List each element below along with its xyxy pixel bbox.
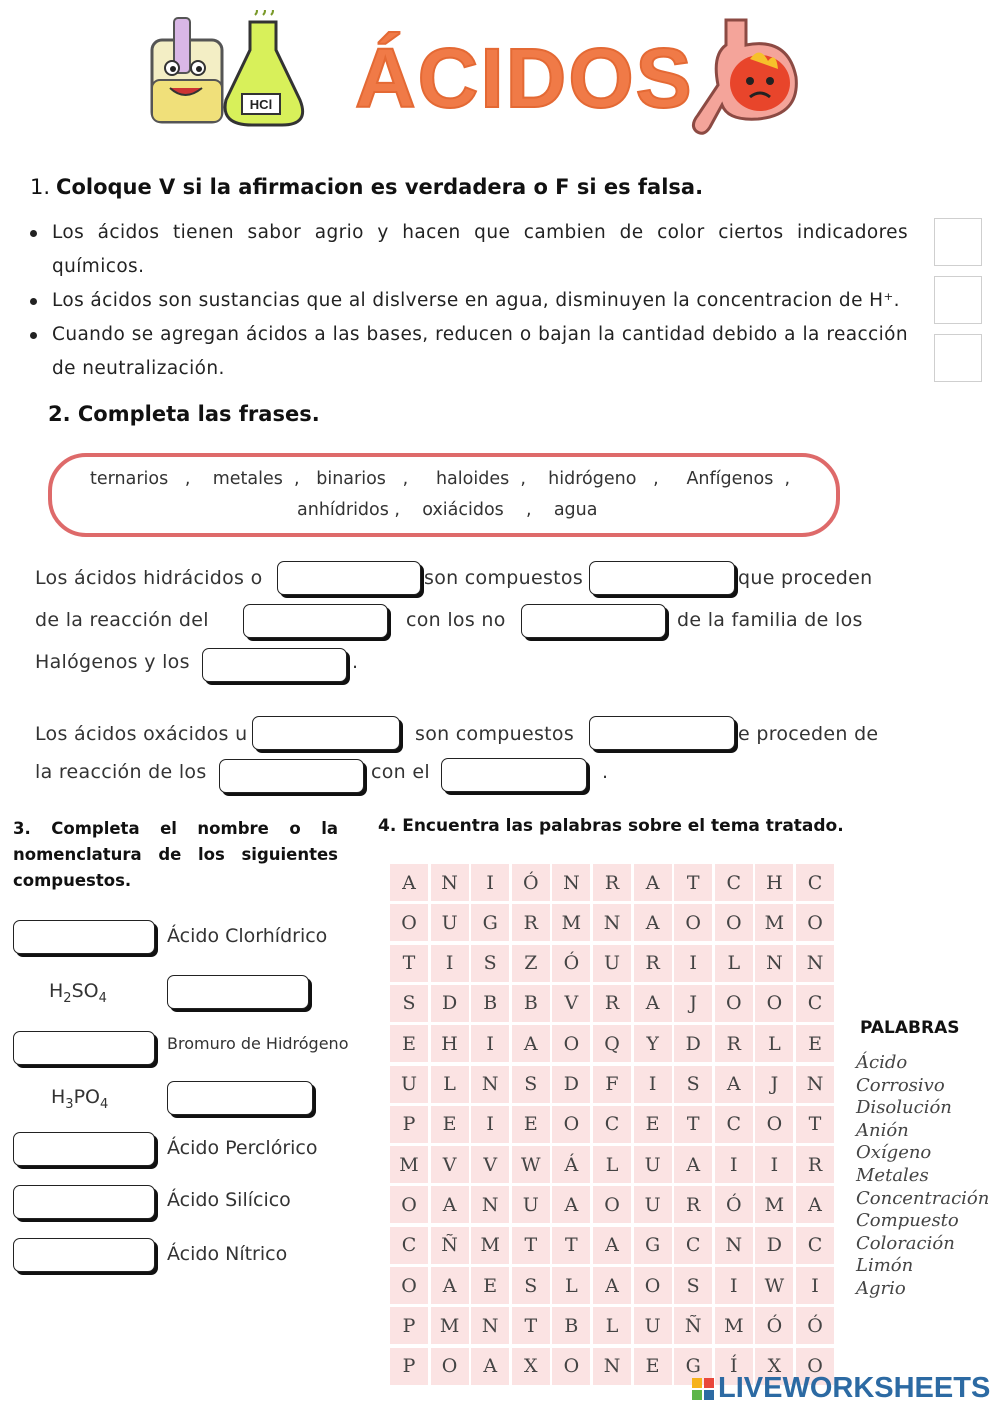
grid-cell[interactable]: E [512,1106,550,1143]
grid-cell[interactable]: Ó [715,1186,753,1223]
grid-cell[interactable]: Á [552,1146,590,1183]
grid-cell[interactable]: A [593,1227,631,1264]
grid-cell[interactable]: R [796,1146,834,1183]
word-list-title: PALABRAS [860,1018,960,1038]
s3-blank-7[interactable] [13,1238,155,1272]
grid-cell[interactable]: D [431,985,469,1022]
grid-cell[interactable]: S [471,945,509,982]
compound-name-6: Ácido Silícico [167,1189,291,1211]
grid-cell[interactable]: O [390,904,428,941]
grid-cell[interactable]: H [431,1025,469,1062]
grid-cell[interactable]: B [471,985,509,1022]
grid-cell[interactable]: N [796,1066,834,1103]
grid-cell[interactable]: T [796,1106,834,1143]
word-item: Disolución [856,1097,952,1119]
grid-cell[interactable]: G [634,1227,672,1264]
grid-cell[interactable]: J [674,985,712,1022]
grid-cell[interactable]: I [674,945,712,982]
statement-2: Los ácidos son sustancias que al dislverse en agua, disminuyen la concentracion de H⁺. [28,284,908,318]
s3-blank-1[interactable] [13,920,155,954]
grid-cell[interactable]: T [552,1227,590,1264]
section1-heading [30,175,703,199]
p2-text-3: e proceden de [738,723,879,745]
grid-cell[interactable]: B [512,985,550,1022]
grid-cell[interactable]: E [634,1348,672,1385]
word-item: Coloración [856,1232,955,1254]
grid-cell[interactable]: U [512,1186,550,1223]
liveworksheets-logo [692,1372,990,1405]
section1-title: Coloque V si la afirmacion es verdadera o F si es falsa. [56,175,704,199]
grid-cell[interactable]: C [715,1106,753,1143]
grid-cell[interactable]: I [796,1267,834,1304]
grid-cell[interactable]: P [390,1106,428,1143]
grid-cell[interactable]: O [431,1348,469,1385]
p2-blank-2[interactable] [589,716,735,750]
grid-cell[interactable]: E [471,1267,509,1304]
grid-cell[interactable]: V [552,985,590,1022]
grid-cell[interactable]: R [674,1186,712,1223]
grid-cell[interactable]: I [431,945,469,982]
liveworksheets-mark-icon [692,1378,714,1400]
word-item: Corrosivo [856,1074,945,1096]
statement-3: Cuando se agregan ácidos a las bases, reducen o bajan la cantidad debido a la reacción de neutralización. [28,318,908,386]
grid-cell[interactable]: N [431,864,469,901]
grid-cell[interactable]: C [796,985,834,1022]
p2-text-2: son compuestos [415,723,575,745]
grid-cell[interactable]: A [593,1267,631,1304]
grid-cell[interactable]: M [552,904,590,941]
grid-cell[interactable]: F [593,1066,631,1103]
grid-cell[interactable]: P [390,1348,428,1385]
p1-text-5: con los no [406,609,506,631]
grid-cell[interactable]: O [593,1186,631,1223]
grid-cell[interactable]: I [471,864,509,901]
word-item: Compuesto [856,1210,959,1232]
grid-cell[interactable]: U [634,1146,672,1183]
grid-cell[interactable]: X [755,1348,793,1385]
grid-cell[interactable]: R [512,904,550,941]
grid-cell[interactable]: I [634,1066,672,1103]
grid-cell[interactable]: S [390,985,428,1022]
grid-cell[interactable]: W [512,1146,550,1183]
grid-cell[interactable]: U [634,1307,672,1344]
grid-cell[interactable]: M [715,1307,753,1344]
grid-cell[interactable]: C [593,1106,631,1143]
grid-cell[interactable]: O [552,1348,590,1385]
grid-cell[interactable]: E [390,1025,428,1062]
grid-cell[interactable]: C [796,864,834,901]
grid-cell[interactable]: A [674,1146,712,1183]
grid-cell[interactable]: A [634,985,672,1022]
p1-blank-1[interactable] [277,561,421,595]
grid-cell[interactable]: T [512,1307,550,1344]
grid-cell[interactable]: U [390,1066,428,1103]
grid-cell[interactable]: U [634,1186,672,1223]
section3-heading: 3. Completa el nombre o la nomenclatura de los siguientes compuestos. [13,819,338,890]
word-item: Ácido [856,1052,908,1073]
grid-cell[interactable]: A [634,904,672,941]
grid-cell[interactable]: I [715,1146,753,1183]
grid-cell[interactable]: A [552,1186,590,1223]
grid-cell[interactable]: Ó [796,1307,834,1344]
grid-cell[interactable]: A [390,864,428,901]
grid-cell[interactable]: V [471,1146,509,1183]
grid-cell[interactable]: Z [512,945,550,982]
answer-box-statement-1[interactable] [934,218,982,266]
grid-cell[interactable]: T [674,1106,712,1143]
grid-cell[interactable]: O [715,985,753,1022]
p2-blank-4[interactable] [441,758,587,792]
grid-cell[interactable]: Y [634,1025,672,1062]
section2-heading: 2. Completa las frases. [48,402,320,426]
grid-cell[interactable]: E [634,1106,672,1143]
grid-cell[interactable]: Ñ [431,1227,469,1264]
grid-cell[interactable]: S [512,1267,550,1304]
p2-blank-1[interactable] [252,716,400,750]
p1-text-4: de la reacción del [35,609,209,631]
grid-cell[interactable]: R [593,864,631,901]
grid-cell[interactable]: S [674,1267,712,1304]
grid-cell[interactable]: O [796,904,834,941]
grid-cell[interactable]: L [593,1146,631,1183]
grid-cell[interactable]: U [431,904,469,941]
grid-cell[interactable]: N [471,1066,509,1103]
grid-cell[interactable]: L [431,1066,469,1103]
grid-cell[interactable]: A [512,1025,550,1062]
word-item: Concentración [856,1187,990,1209]
answer-box-statement-3[interactable] [934,334,982,382]
grid-cell[interactable]: U [593,945,631,982]
grid-cell[interactable]: Ó [755,1307,793,1344]
compound-name-5: Ácido Perclórico [167,1137,318,1159]
grid-cell[interactable]: L [552,1267,590,1304]
s3-blank-2[interactable] [167,975,309,1009]
grid-cell[interactable]: Í [715,1348,753,1385]
grid-cell[interactable]: A [431,1186,469,1223]
word-item: Agrio [856,1277,906,1299]
grid-cell[interactable]: O [796,1348,834,1385]
grid-cell[interactable]: I [715,1267,753,1304]
grid-cell[interactable]: T [512,1227,550,1264]
grid-cell[interactable]: X [512,1348,550,1385]
grid-cell[interactable]: E [796,1025,834,1062]
grid-cell[interactable]: J [755,1066,793,1103]
beaker-cartoon-icon [140,10,305,135]
word-list [856,1052,989,1301]
grid-cell[interactable]: N [796,945,834,982]
statement-list [28,216,908,386]
grid-cell[interactable]: R [715,1025,753,1062]
grid-cell[interactable]: C [796,1227,834,1264]
grid-cell[interactable]: A [431,1267,469,1304]
grid-cell[interactable]: T [674,864,712,901]
grid-cell[interactable]: O [634,1267,672,1304]
p1-blank-4[interactable] [521,604,666,638]
grid-cell[interactable]: M [431,1307,469,1344]
p1-blank-2[interactable] [589,561,735,595]
p2-text-4: la reacción de los [35,761,207,783]
word-item: Limón [856,1255,914,1277]
grid-cell[interactable]: D [552,1066,590,1103]
word-item: Oxígeno [856,1142,932,1164]
compound-name-7: Ácido Nítrico [167,1243,288,1265]
grid-cell[interactable]: H [755,864,793,901]
statement-1: Los ácidos tienen sabor agrio y hacen que cambien de color ciertos indicadores químicos. [28,216,908,284]
word-bank-line-1: ternarios , metales , binarios , haloides , hidrógeno , Anfígenos , [90,469,791,489]
grid-cell[interactable]: G [471,904,509,941]
grid-cell[interactable]: S [674,1066,712,1103]
grid-cell[interactable]: N [552,864,590,901]
grid-cell[interactable]: A [634,864,672,901]
grid-cell[interactable]: O [755,1106,793,1143]
grid-cell[interactable]: A [715,1066,753,1103]
grid-cell[interactable]: R [634,945,672,982]
page-title: ÁCIDOS [355,31,694,125]
grid-cell[interactable]: C [715,864,753,901]
grid-cell[interactable]: M [755,1186,793,1223]
p1-text-6: de la familia de los [677,609,863,631]
word-item: Metales [856,1164,929,1186]
grid-cell[interactable]: I [471,1025,509,1062]
p2-text-6: . [602,761,609,783]
compound-formula-2: $H_2SO_4$ [49,980,107,1006]
grid-cell[interactable]: T [390,945,428,982]
p2-text-5: con el [371,761,430,783]
grid-cell[interactable]: O [674,904,712,941]
grid-cell[interactable]: I [471,1106,509,1143]
p1-text-3: que proceden [738,567,873,589]
p1-text-8: . [352,651,359,673]
grid-cell[interactable]: O [755,985,793,1022]
grid-cell[interactable]: I [755,1146,793,1183]
grid-cell[interactable]: A [471,1348,509,1385]
grid-cell[interactable]: Ó [512,864,550,901]
grid-cell[interactable]: R [593,985,631,1022]
p1-text-2: son compuestos [424,567,584,589]
grid-cell[interactable]: M [755,904,793,941]
compound-name-3: Bromuro de Hidrógeno [167,1034,349,1053]
grid-cell[interactable]: M [471,1227,509,1264]
grid-cell[interactable]: L [755,1025,793,1062]
grid-cell[interactable]: V [431,1146,469,1183]
p2-text-1: Los ácidos oxácidos u [35,723,248,745]
section4-heading: 4. Encuentra las palabras sobre el tema tratado. [378,816,844,836]
p2-blank-3[interactable] [219,759,364,793]
grid-cell[interactable]: Ó [552,945,590,982]
grid-cell[interactable]: D [755,1227,793,1264]
grid-cell[interactable]: O [715,904,753,941]
grid-cell[interactable]: S [512,1066,550,1103]
grid-cell[interactable]: N [593,1348,631,1385]
s3-blank-3[interactable] [13,1031,155,1065]
s3-blank-4[interactable] [167,1081,313,1115]
beaker-label: HCl [249,97,273,112]
grid-cell[interactable]: C [390,1227,428,1264]
grid-cell[interactable]: O [552,1106,590,1143]
grid-cell[interactable]: O [552,1025,590,1062]
grid-cell[interactable]: B [552,1307,590,1344]
p1-blank-5[interactable] [202,648,347,682]
grid-cell[interactable]: M [390,1146,428,1183]
compound-name-1: Ácido Clorhídrico [167,925,328,947]
grid-cell[interactable]: W [755,1267,793,1304]
grid-cell[interactable]: D [674,1025,712,1062]
word-bank-line-2: anhídridos , oxiácidos , agua [297,500,598,520]
grid-cell[interactable]: N [593,904,631,941]
word-bank [48,453,840,537]
word-item: Anión [856,1119,909,1141]
grid-cell[interactable]: O [390,1186,428,1223]
grid-cell[interactable]: N [755,945,793,982]
grid-cell[interactable]: G [674,1348,712,1385]
s3-blank-6[interactable] [13,1185,155,1219]
stomach-cartoon-icon [688,15,808,140]
grid-cell[interactable]: L [715,945,753,982]
grid-cell[interactable]: P [390,1307,428,1344]
grid-cell[interactable]: L [593,1307,631,1344]
grid-cell[interactable]: A [796,1186,834,1223]
grid-cell[interactable]: O [390,1267,428,1304]
grid-cell[interactable]: N [471,1307,509,1344]
answer-box-statement-2[interactable] [934,276,982,324]
grid-cell[interactable]: Ñ [674,1307,712,1344]
grid-cell[interactable]: N [715,1227,753,1264]
grid-cell[interactable]: N [471,1186,509,1223]
grid-cell[interactable]: E [431,1106,469,1143]
section1-number: 1. [30,175,51,199]
p1-text-7: Halógenos y los [35,651,190,673]
grid-cell[interactable]: Q [593,1025,631,1062]
compound-formula-4: $H_3PO_4$ [51,1086,109,1112]
s3-blank-5[interactable] [13,1132,155,1166]
p1-blank-3[interactable] [243,604,388,638]
brand-text: LIVEWORKSHEETS [718,1372,991,1404]
grid-cell[interactable]: C [674,1227,712,1264]
p1-text-1: Los ácidos hidrácidos o [35,567,263,589]
